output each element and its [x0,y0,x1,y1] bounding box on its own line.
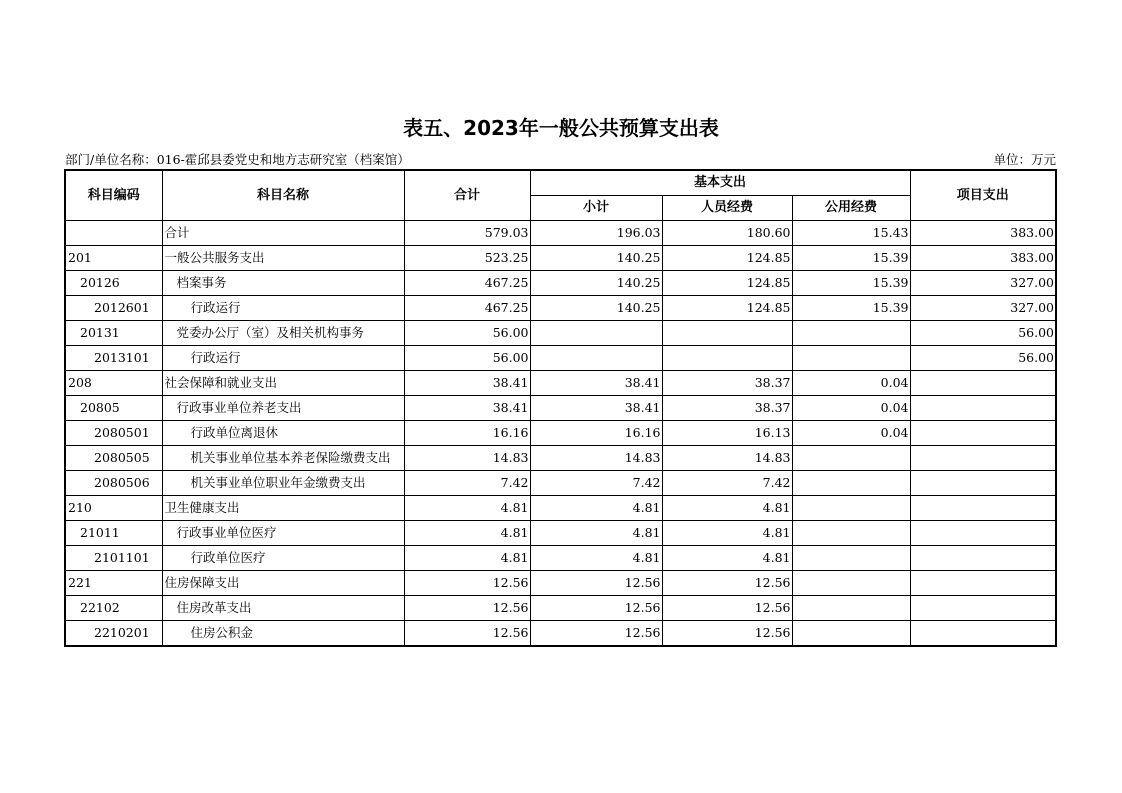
row-name: 行政事业单位养老支出 [162,396,404,421]
row-project [910,546,1056,571]
row-subtotal: 196.03 [530,221,662,246]
row-public: 0.04 [792,396,910,421]
table-row [65,571,1056,596]
row-project: 327.00 [910,271,1056,296]
row-name: 社会保障和就业支出 [162,371,404,396]
table-row [65,496,1056,521]
row-public [792,571,910,596]
row-total: 12.56 [404,621,530,647]
row-name: 合计 [162,221,404,246]
row-subtotal [530,321,662,346]
header-public: 公用经费 [792,196,910,221]
row-name: 住房公积金 [162,621,404,647]
row-total: 579.03 [404,221,530,246]
row-total: 4.81 [404,521,530,546]
row-project: 56.00 [910,346,1056,371]
row-project [910,471,1056,496]
row-personnel: 12.56 [662,596,792,621]
row-personnel: 4.81 [662,546,792,571]
row-code [65,221,162,246]
row-project [910,521,1056,546]
row-code: 201 [65,246,162,271]
row-code: 2210201 [65,621,162,647]
row-subtotal: 140.25 [530,271,662,296]
row-name: 行政运行 [162,296,404,321]
row-name: 一般公共服务支出 [162,246,404,271]
row-code: 20131 [65,321,162,346]
row-personnel [662,321,792,346]
table-row [65,371,1056,396]
row-subtotal: 140.25 [530,296,662,321]
row-personnel: 12.56 [662,571,792,596]
table-row [65,296,1056,321]
row-subtotal: 4.81 [530,546,662,571]
header-code: 科目编码 [65,170,162,221]
row-total: 467.25 [404,296,530,321]
row-name: 行政单位医疗 [162,546,404,571]
row-public: 0.04 [792,371,910,396]
row-total: 38.41 [404,371,530,396]
row-total: 56.00 [404,346,530,371]
row-total: 14.83 [404,446,530,471]
page-title: 表五、2023年一般公共预算支出表 [403,116,719,140]
row-personnel [662,346,792,371]
row-public [792,521,910,546]
budget-table [64,169,1057,647]
row-personnel: 7.42 [662,471,792,496]
row-total: 16.16 [404,421,530,446]
row-total: 12.56 [404,571,530,596]
row-public: 15.39 [792,296,910,321]
row-public: 15.43 [792,221,910,246]
row-subtotal: 12.56 [530,621,662,647]
row-total: 4.81 [404,546,530,571]
table-row [65,621,1056,647]
department-label: 部门/单位名称：016-霍邱县委党史和地方志研究室（档案馆） [65,152,410,167]
row-code: 2012601 [65,296,162,321]
row-public [792,621,910,647]
row-name: 行政运行 [162,346,404,371]
table-row [65,221,1056,246]
row-subtotal: 4.81 [530,521,662,546]
row-project [910,571,1056,596]
row-total: 523.25 [404,246,530,271]
row-code: 208 [65,371,162,396]
table-body [65,221,1056,647]
row-subtotal: 38.41 [530,396,662,421]
row-personnel: 12.56 [662,621,792,647]
row-personnel: 38.37 [662,396,792,421]
row-name: 党委办公厅（室）及相关机构事务 [162,321,404,346]
row-project: 383.00 [910,221,1056,246]
row-subtotal: 14.83 [530,446,662,471]
row-total: 38.41 [404,396,530,421]
row-name: 行政事业单位医疗 [162,521,404,546]
row-public: 0.04 [792,421,910,446]
row-subtotal: 12.56 [530,596,662,621]
table-row [65,321,1056,346]
row-total: 7.42 [404,471,530,496]
row-name: 住房改革支出 [162,596,404,621]
row-personnel: 124.85 [662,296,792,321]
row-subtotal: 16.16 [530,421,662,446]
row-project [910,621,1056,647]
row-public [792,596,910,621]
row-total: 12.56 [404,596,530,621]
table-row [65,246,1056,271]
row-project [910,421,1056,446]
row-personnel: 124.85 [662,246,792,271]
table-row [65,596,1056,621]
row-public [792,346,910,371]
row-subtotal: 38.41 [530,371,662,396]
row-personnel: 14.83 [662,446,792,471]
header-personnel: 人员经费 [662,196,792,221]
header-name: 科目名称 [162,170,404,221]
row-code: 2101101 [65,546,162,571]
row-subtotal: 140.25 [530,246,662,271]
row-code: 21011 [65,521,162,546]
table-row [65,396,1056,421]
row-subtotal: 12.56 [530,571,662,596]
row-project [910,396,1056,421]
row-project [910,371,1056,396]
row-personnel: 180.60 [662,221,792,246]
row-project [910,596,1056,621]
header-subtotal: 小计 [530,196,662,221]
row-personnel: 124.85 [662,271,792,296]
row-personnel: 16.13 [662,421,792,446]
row-code: 20805 [65,396,162,421]
row-public: 15.39 [792,271,910,296]
row-code: 22102 [65,596,162,621]
row-name: 行政单位离退休 [162,421,404,446]
row-public [792,546,910,571]
row-personnel: 4.81 [662,521,792,546]
table-row [65,521,1056,546]
row-personnel: 38.37 [662,371,792,396]
row-project: 56.00 [910,321,1056,346]
unit-label: 单位：万元 [993,152,1056,167]
table-row [65,421,1056,446]
row-name: 机关事业单位职业年金缴费支出 [162,471,404,496]
row-code: 2080501 [65,421,162,446]
row-personnel: 4.81 [662,496,792,521]
row-project: 327.00 [910,296,1056,321]
row-total: 56.00 [404,321,530,346]
row-public [792,471,910,496]
row-code: 2080505 [65,446,162,471]
header-basic: 基本支出 [530,170,910,196]
row-name: 住房保障支出 [162,571,404,596]
row-public [792,321,910,346]
row-name: 卫生健康支出 [162,496,404,521]
table-row [65,271,1056,296]
row-project [910,446,1056,471]
row-subtotal [530,346,662,371]
row-subtotal: 4.81 [530,496,662,521]
row-total: 467.25 [404,271,530,296]
row-public [792,496,910,521]
row-code: 221 [65,571,162,596]
header-total: 合计 [404,170,530,221]
table-row [65,346,1056,371]
row-code: 20126 [65,271,162,296]
table-row [65,446,1056,471]
header-project: 项目支出 [910,170,1056,221]
row-subtotal: 7.42 [530,471,662,496]
row-code: 2080506 [65,471,162,496]
row-project [910,496,1056,521]
row-total: 4.81 [404,496,530,521]
table-row [65,471,1056,496]
row-code: 210 [65,496,162,521]
table-row [65,546,1056,571]
row-name: 档案事务 [162,271,404,296]
row-name: 机关事业单位基本养老保险缴费支出 [162,446,404,471]
row-project: 383.00 [910,246,1056,271]
row-public: 15.39 [792,246,910,271]
row-public [792,446,910,471]
row-code: 2013101 [65,346,162,371]
